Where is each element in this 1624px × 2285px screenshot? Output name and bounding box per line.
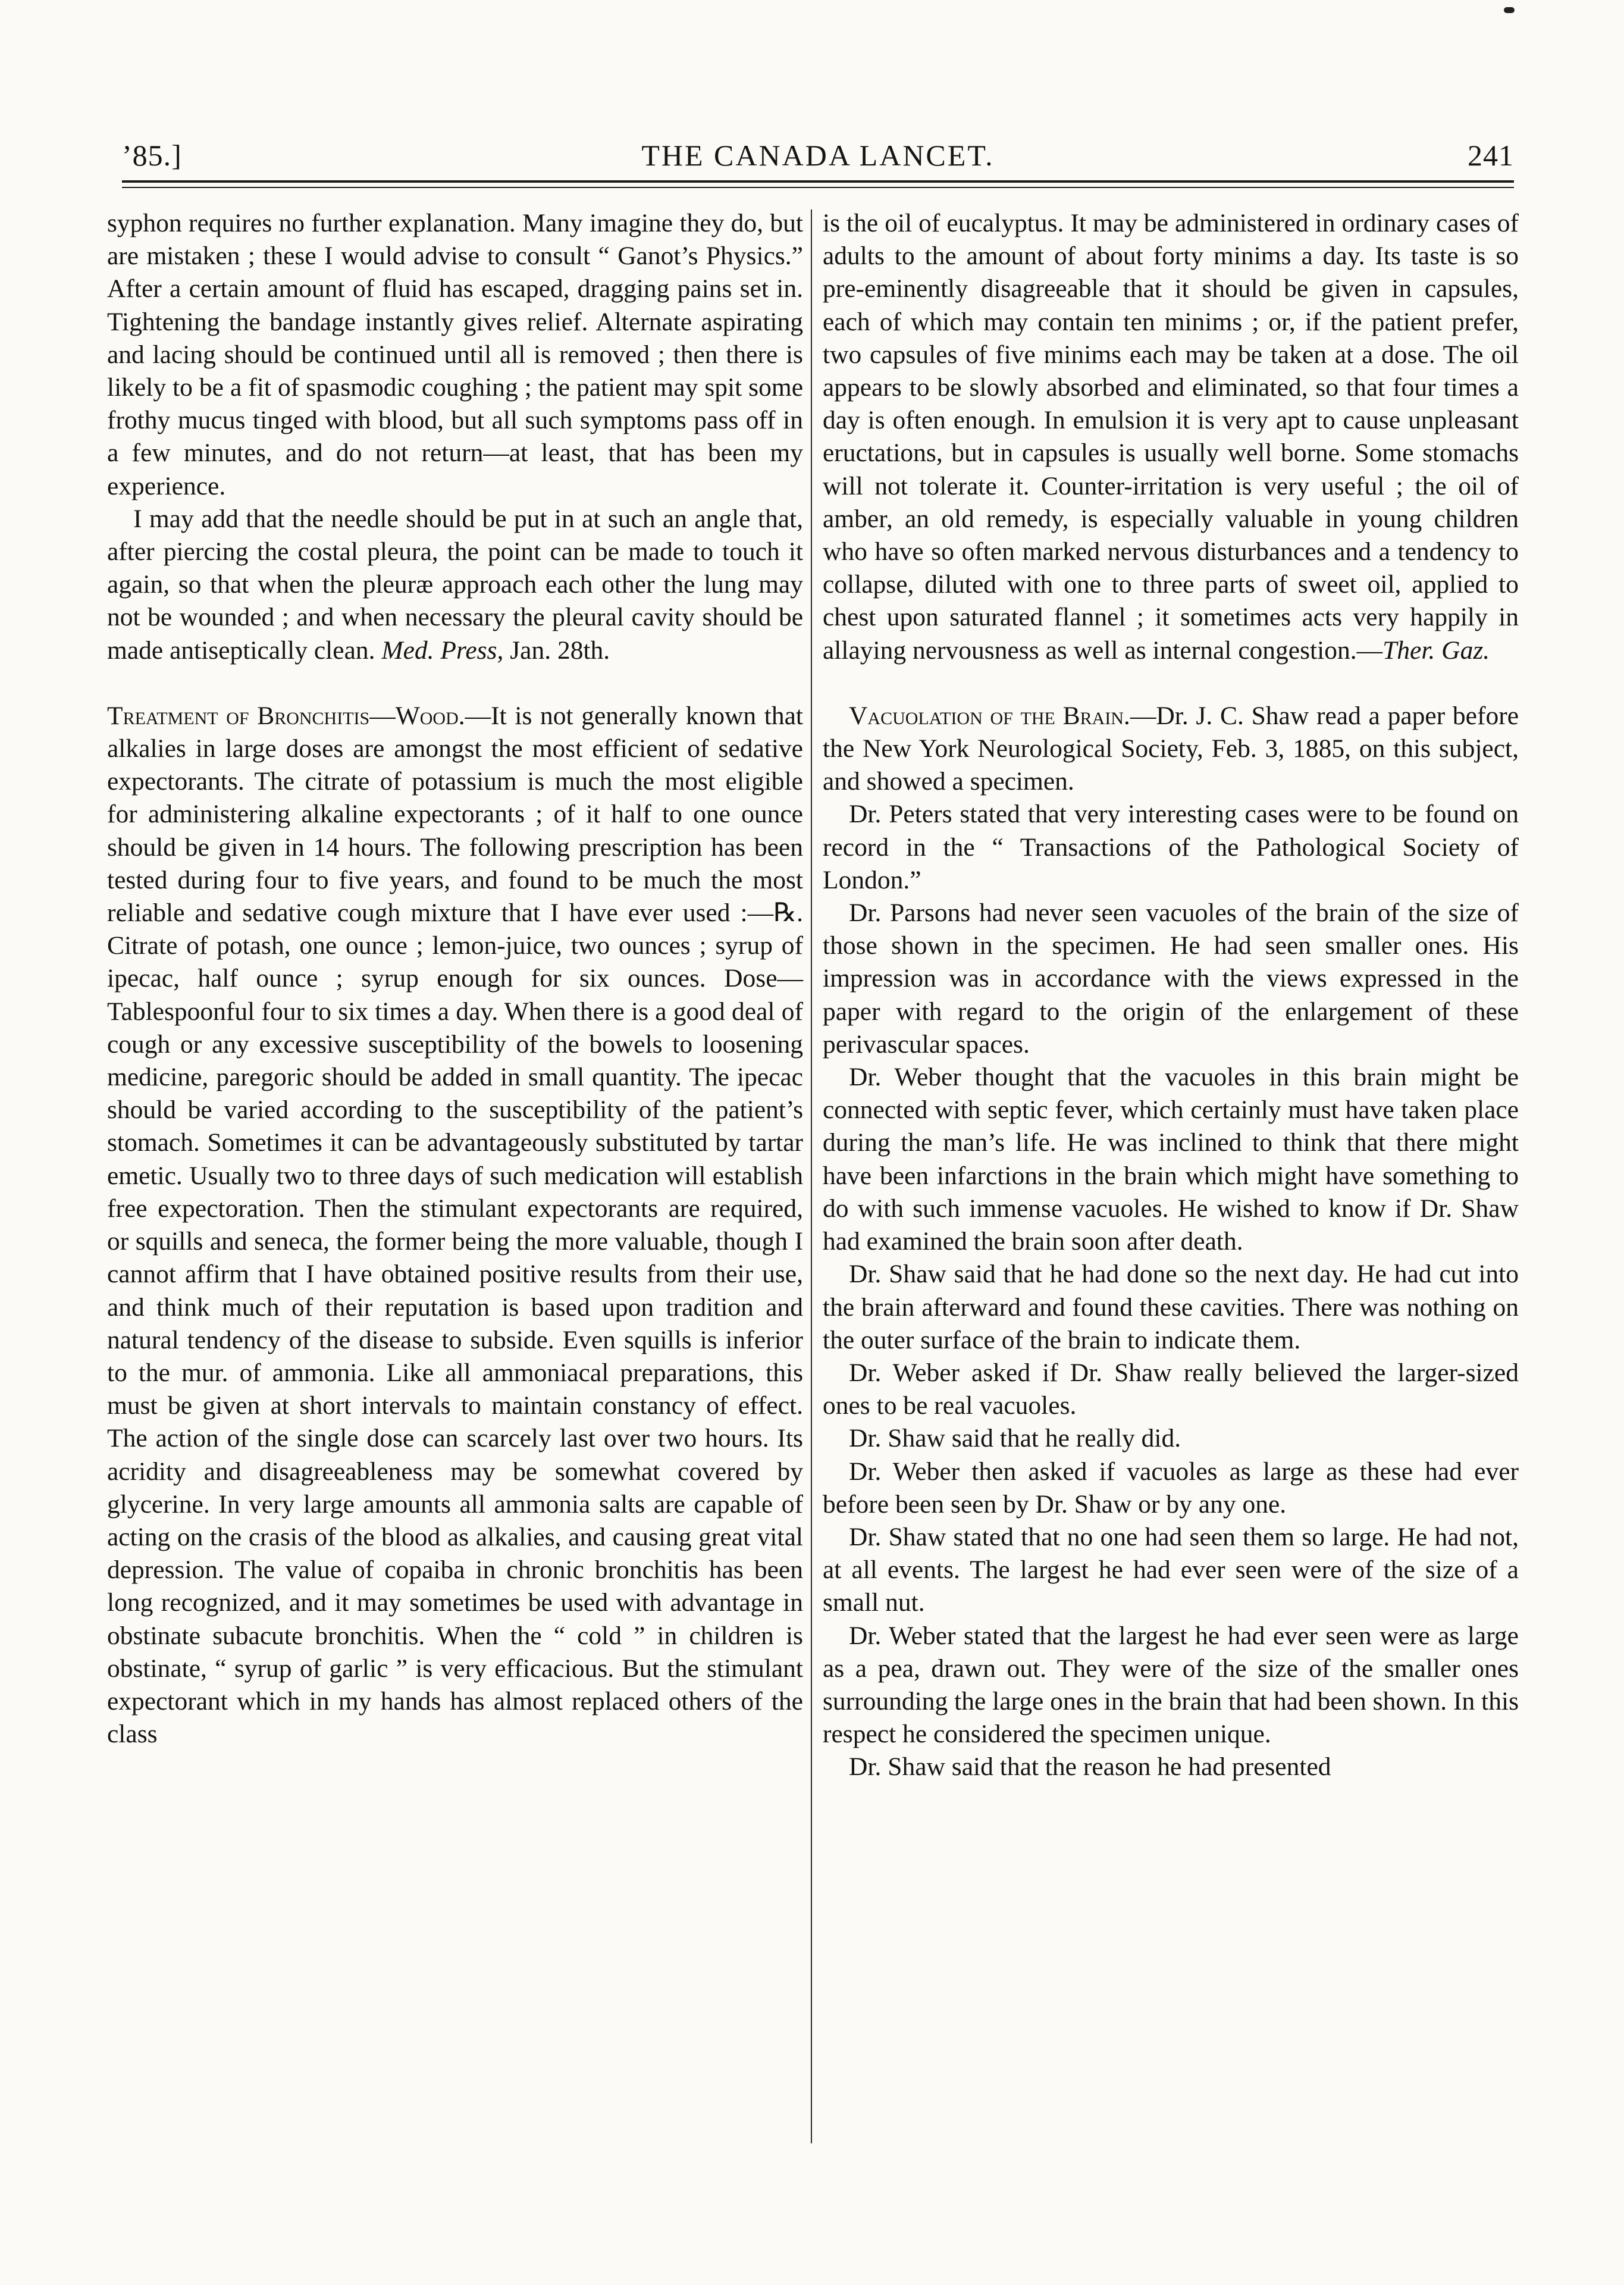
discussion-paragraph: Dr. Shaw said that the reason he had presented (849, 1752, 1331, 1782)
discussion-paragraph: Dr. Peters stated that very interesting cases were to be found on record in the “ Transactions of the Pathological Society of London.” (823, 800, 1519, 894)
running-head (122, 138, 1514, 176)
discussion-paragraph: Dr. Shaw said that he really did. (849, 1424, 1181, 1453)
bronchitis-body: —It is not generally known that alkalies in large doses are amongst the most efficient of sedative expectorants. The citrate of potassium is much the most eligible for administering alkaline expectorants ; of it half to one ounce should be given in 14 hours. The following prescription has been tested during four to five years, and found to be much the most reliable and sedative cough mixture that I have ever used :—℞. Citrate of potash, one ounce ; lemon-juice, two ounces ; syrup of ipecac, half ounce ; syrup enough for six ounces. Dose—Tablespoonful four to six times a day. When there is a good deal of cough or any excessive susceptibility of the bowels to loosening medicine, paregoric should be added in small quantity. The ipecac should be varied according to the susceptibility of the patient’s stomach. Sometimes it can be advantageously substituted by tartar emetic. Usually two to three days of such medication will establish free expectoration. Then the stimulant expectorants are required, or squills and seneca, the former being the more valuable, though I cannot affirm that I have obtained positive results from their use, and think much of their reputation is based upon tradition and natural tendency of the disease to subside. Even squills is inferior to the mur. of ammonia. Like all ammoniacal preparations, this must be given at short intervals to maintain constancy of effect. The action of the single dose can scarcely last over two hours. Its acridity and disagreeableness may be somewhat covered by glycerine. In very large amounts all ammonia salts are capable of acting on the crasis of the blood as alkalies, and causing great vital depression. The value of copaiba in chronic bronchitis has been long recognized, and it may sometimes be used with advantage in obstinate subacute bronchitis. When the “ cold ” in children is obstinate, “ syrup of garlic ” is very efficacious. But the stimulant expectorant which in my hands has almost replaced others of the class (107, 701, 803, 1749)
discussion-paragraph: Dr. Shaw said that he had done so the next day. He had cut into the brain afterward and found these cavities. There was nothing on the outer surface of the brain to indicate them. (823, 1260, 1519, 1354)
right-column (823, 207, 1519, 1784)
discussion-paragraph: Dr. Weber thought that the vacuoles in this brain might be connected with septic fever, which certainly must have taken place during the man’s life. He was inclined to think that there might have been infarctions in the brain which might have something to do with such immense vacuoles. He wished to know if Dr. Shaw had examined the brain soon after death. (823, 1063, 1519, 1256)
header-rule-thin (122, 187, 1514, 188)
print-speck (1504, 7, 1515, 13)
brain-article-intro (823, 700, 1519, 799)
pleura-paragraph: syphon requires no further explanation. Many imagine they do, but are mistaken ; these I would advise to consult “ Ganot’s Physics.” After a certain amount of fluid has escaped, dragging pains set in. Tightening the bandage instantly gives relief. Alternate aspirating and lacing should be continued until all is removed ; then there is likely to be a fit of spasmodic coughing ; the patient may spit some frothy mucus tinged with blood, but all such symptoms pass off in a few minutes, and do not return—at least, that has been my experience. (107, 209, 803, 500)
discussion-paragraph: Dr. Parsons had never seen vacuoles of the brain of the size of those shown in the specimen. He had seen smaller ones. His impression was in accordance with the views expressed in the paper with regard to the origin of the enlargement of these perivascular spaces. (823, 899, 1519, 1059)
eucalyptus-paragraph (823, 207, 1519, 667)
issue-year: ’85.] (122, 139, 182, 172)
left-column (107, 207, 803, 1751)
header-rule-thick (122, 180, 1514, 183)
journal-title: THE CANADA LANCET. (641, 139, 995, 172)
needle-paragraph-text: I may add that the needle should be put in at such an angle that, after piercing the costal pleura, the point can be made to touch it again, so that when the pleuræ approach each other the lung may not be wounded ; and when necessary the pleural cavity should be made antiseptically clean. (107, 504, 803, 665)
discussion-paragraph: Dr. Weber then asked if vacuoles as large as these had ever before been seen by Dr. Shaw or by any one. (823, 1457, 1519, 1519)
discussion-paragraph: Dr. Weber asked if Dr. Shaw really believed the larger-sized ones to be real vacuoles. (823, 1358, 1519, 1420)
eucalyptus-text: is the oil of eucalyptus. It may be administered in ordinary cases of adults to the amount of about forty minims a day. Its taste is so pre-eminently disagreeable that it should be given in capsules, each of which may contain ten minims ; or, if the patient prefer, two capsules of five minims each may be taken at a dose. The oil appears to be slowly absorbed and eliminated, so that four times a day is often enough. In emulsion it is very apt to cause unpleasant eructations, but in capsules is usually well borne. Some stomachs will not tolerate it. Counter-irritation is very useful ; the oil of amber, an old remedy, is especially valuable in young children who have so often marked nervous disturbances and a tendency to collapse, diluted with one to three parts of sweet oil, applied to chest upon saturated flannel ; it sometimes acts very happily in allaying nervousness as well as internal congestion.— (823, 209, 1519, 665)
needle-paragraph (107, 503, 803, 667)
source-date: Jan. 28th. (510, 636, 610, 665)
column-divider (811, 209, 812, 2143)
source-citation-ther-gaz: Ther. Gaz. (1382, 636, 1490, 665)
discussion-paragraph: Dr. Weber stated that the largest he had ever seen were as large as a pea, drawn out. They were of the size of the smaller ones surrounding the large ones in the brain that had been shown. In this respect he considered the specimen unique. (823, 1621, 1519, 1749)
bronchitis-heading: Treatment of Bronchitis—Wood. (107, 701, 465, 730)
brain-heading: Vacuolation of the Brain. (849, 701, 1130, 730)
bronchitis-article (107, 700, 803, 1751)
brain-intro-text: —Dr. J. C. Shaw read a paper before the New York Neurological Society, Feb. 3, 1885, on this subject, and showed a specimen. (823, 701, 1519, 796)
page-number: 241 (1468, 139, 1514, 172)
source-citation: Med. Press, (381, 636, 504, 665)
discussion-paragraph: Dr. Shaw stated that no one had seen them so large. He had not, at all events. The largest he had ever seen were of the size of a small nut. (823, 1522, 1519, 1617)
